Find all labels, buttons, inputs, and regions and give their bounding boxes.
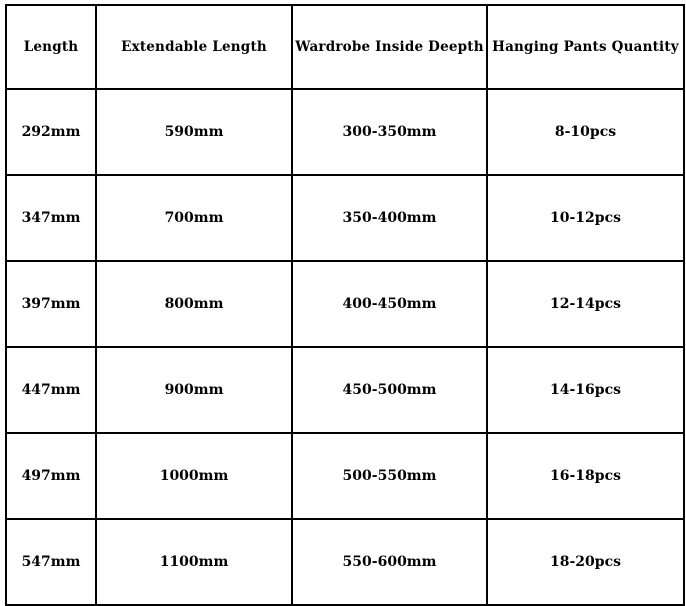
header-hanging-pants-quantity: Hanging Pants Quantity [487, 5, 684, 89]
cell-wardrobe-inside-depth: 400-450mm [292, 261, 487, 347]
table-row [6, 433, 684, 519]
cell-hanging-pants-quantity: 18-20pcs [487, 519, 684, 605]
cell-wardrobe-inside-depth: 500-550mm [292, 433, 487, 519]
header-length: Length [6, 5, 96, 89]
cell-hanging-pants-quantity: 10-12pcs [487, 175, 684, 261]
cell-extendable-length: 900mm [96, 347, 292, 433]
cell-length: 497mm [6, 433, 96, 519]
cell-wardrobe-inside-depth: 550-600mm [292, 519, 487, 605]
cell-wardrobe-inside-depth: 450-500mm [292, 347, 487, 433]
table-row [6, 261, 684, 347]
spec-table [5, 4, 685, 606]
cell-hanging-pants-quantity: 16-18pcs [487, 433, 684, 519]
table-header [6, 5, 684, 89]
table-row [6, 347, 684, 433]
cell-extendable-length: 800mm [96, 261, 292, 347]
cell-wardrobe-inside-depth: 350-400mm [292, 175, 487, 261]
cell-length: 292mm [6, 89, 96, 175]
table-row [6, 89, 684, 175]
cell-length: 347mm [6, 175, 96, 261]
cell-length: 397mm [6, 261, 96, 347]
table-row [6, 519, 684, 605]
cell-extendable-length: 1000mm [96, 433, 292, 519]
header-row [6, 5, 684, 89]
cell-wardrobe-inside-depth: 300-350mm [292, 89, 487, 175]
table-body [6, 89, 684, 605]
cell-hanging-pants-quantity: 14-16pcs [487, 347, 684, 433]
cell-length: 447mm [6, 347, 96, 433]
cell-extendable-length: 700mm [96, 175, 292, 261]
cell-length: 547mm [6, 519, 96, 605]
cell-hanging-pants-quantity: 8-10pcs [487, 89, 684, 175]
cell-extendable-length: 590mm [96, 89, 292, 175]
cell-hanging-pants-quantity: 12-14pcs [487, 261, 684, 347]
header-extendable-length: Extendable Length [96, 5, 292, 89]
cell-extendable-length: 1100mm [96, 519, 292, 605]
header-wardrobe-inside-depth: Wardrobe Inside Deepth [292, 5, 487, 89]
table-row [6, 175, 684, 261]
